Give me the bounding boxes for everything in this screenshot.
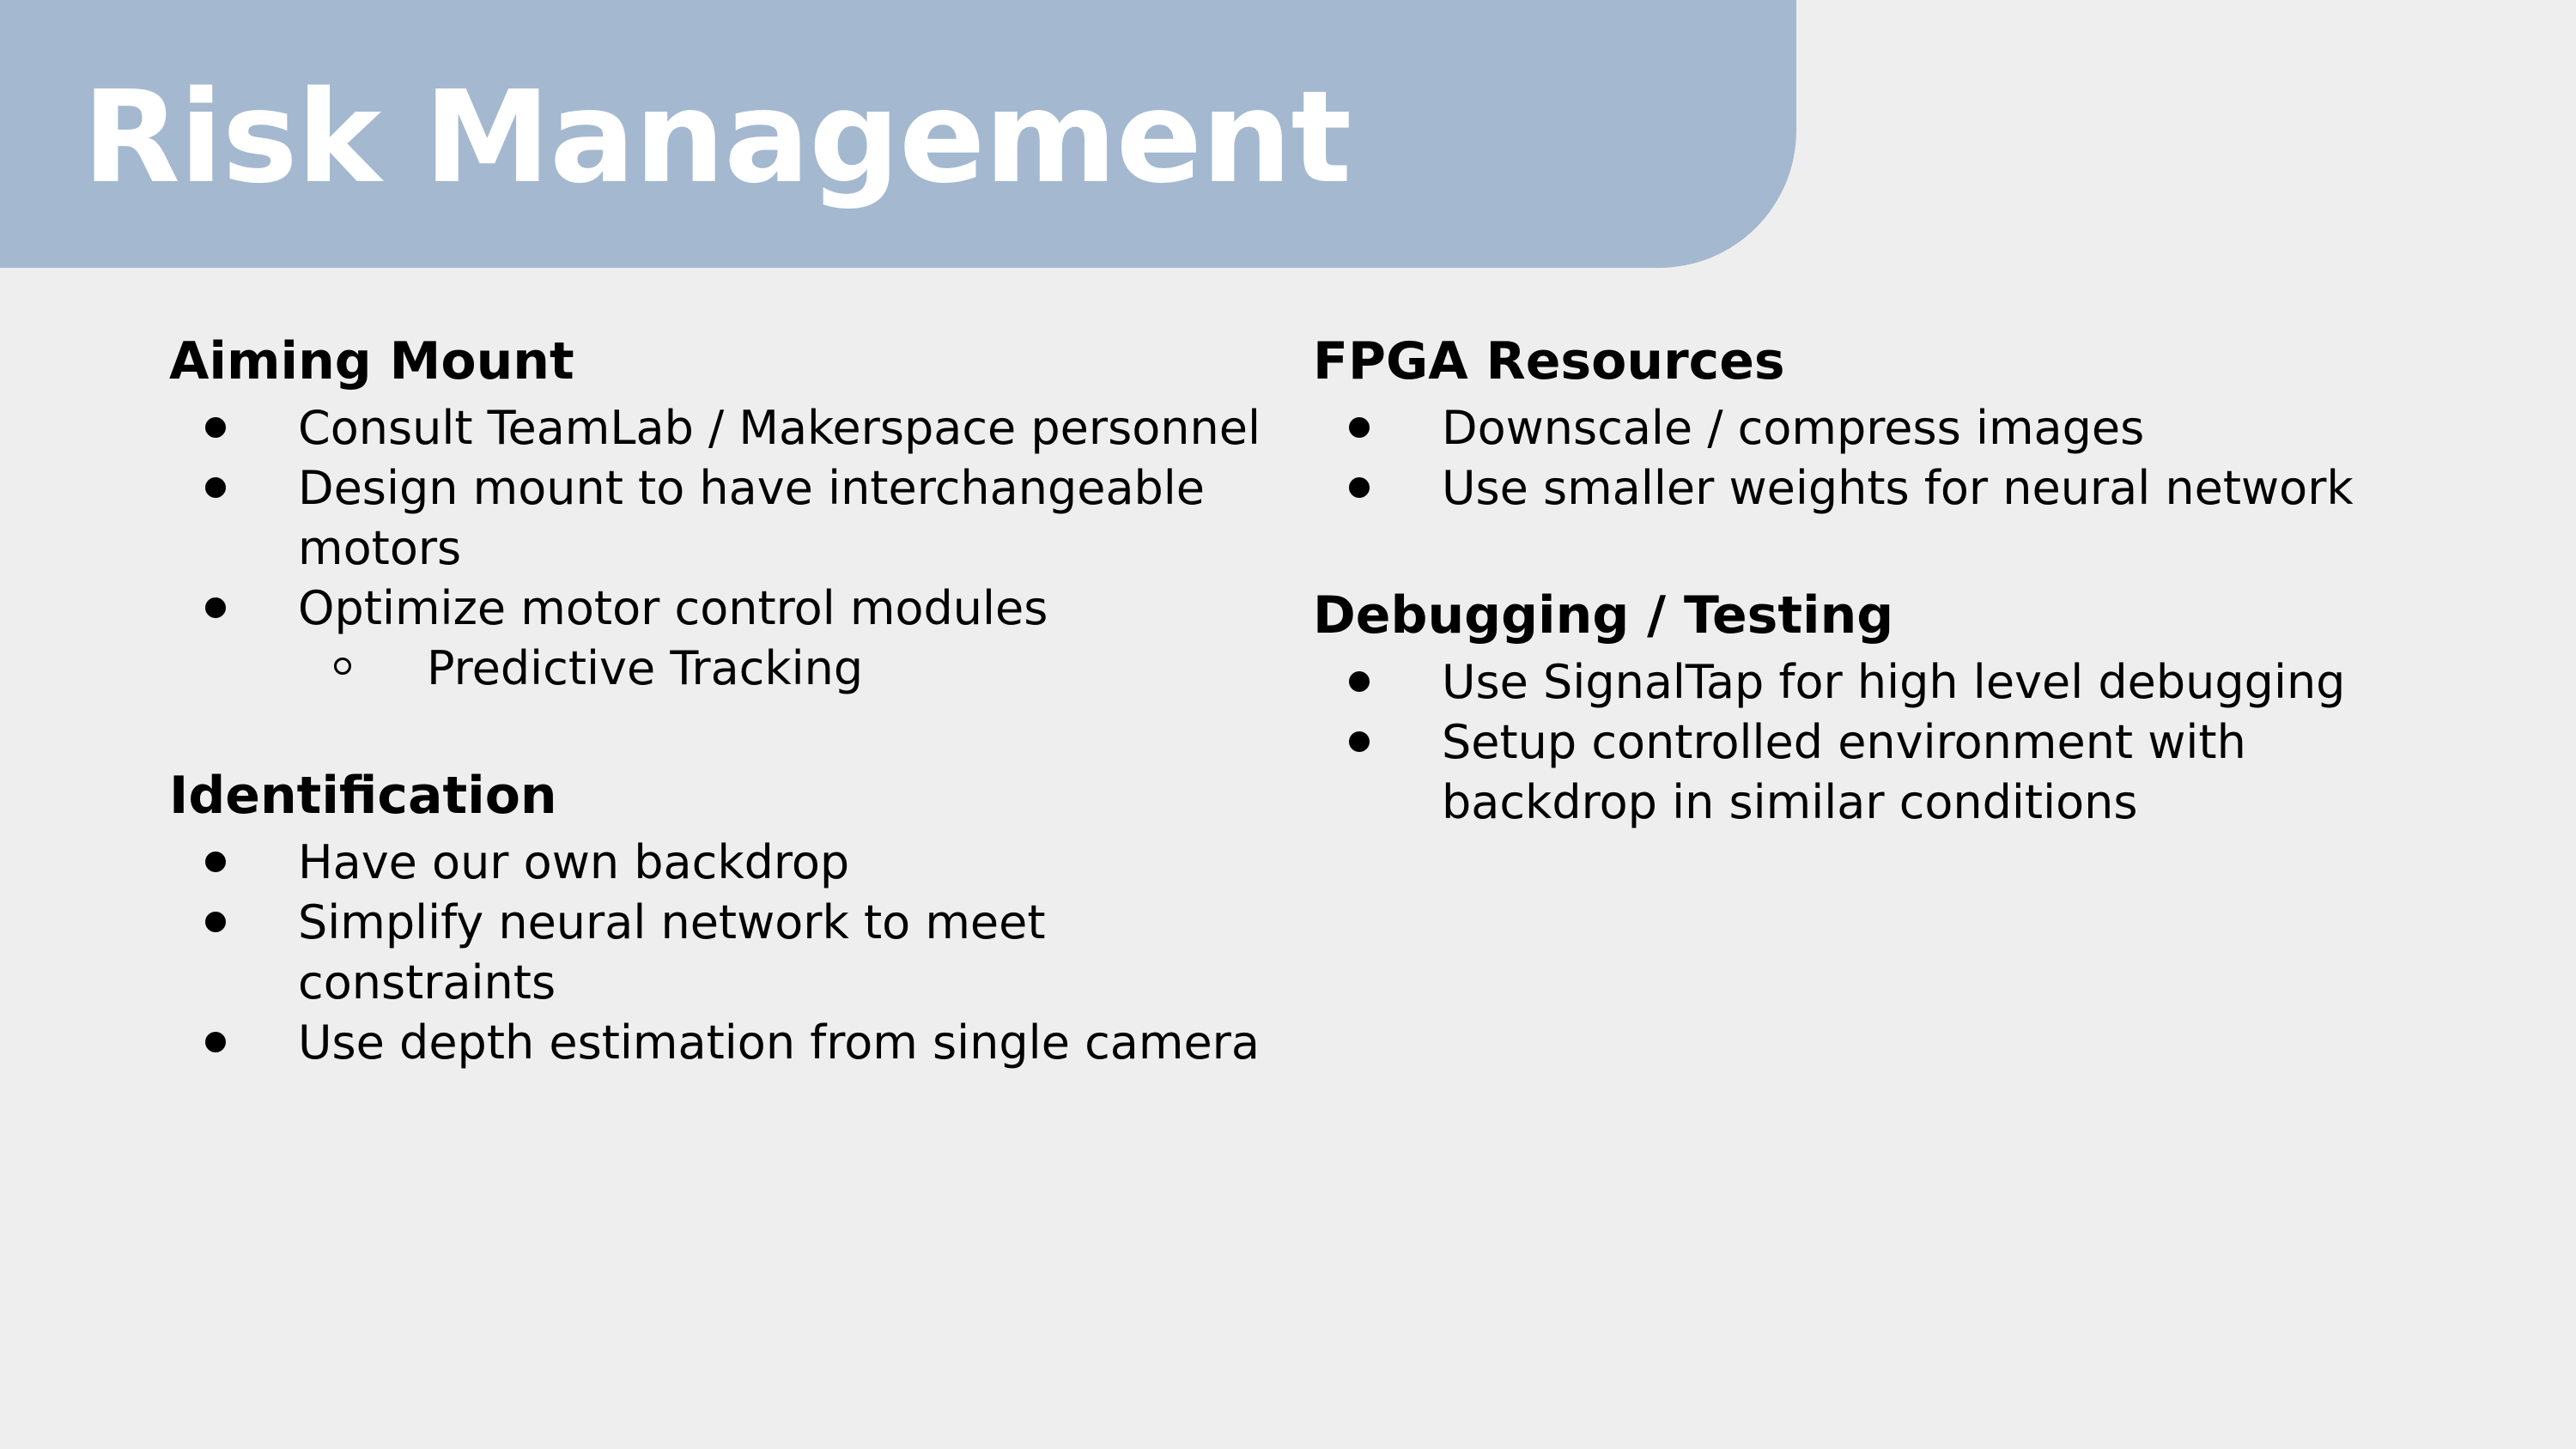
section-fpga-resources bbox=[1313, 324, 2455, 518]
bullet-icon bbox=[205, 1032, 226, 1052]
bullet-list bbox=[169, 398, 1285, 699]
bullet-icon bbox=[205, 852, 226, 872]
section-debugging-testing bbox=[1313, 579, 2455, 833]
section-aiming-mount bbox=[169, 324, 1285, 699]
list-item-text: Design mount to have interchangeable motors bbox=[298, 461, 1206, 575]
bullet-list bbox=[1313, 398, 2455, 518]
sub-list-item-text: Predictive Tracking bbox=[427, 641, 864, 695]
list-item-text: Use depth estimation from single camera bbox=[298, 1016, 1260, 1070]
right-column bbox=[1313, 324, 2455, 833]
list-item-text: Setup controlled environment with backdrop in similar conditions bbox=[1442, 715, 2246, 829]
sub-list-item bbox=[298, 639, 1285, 699]
bullet-icon bbox=[205, 597, 226, 618]
bullet-list bbox=[169, 833, 1285, 1073]
left-column bbox=[169, 324, 1285, 1073]
bullet-icon bbox=[1349, 671, 1370, 692]
bullet-icon bbox=[205, 477, 226, 498]
hollow-bullet-icon bbox=[334, 658, 351, 675]
bullet-icon bbox=[205, 912, 226, 932]
list-item-text: Have our own backdrop bbox=[298, 835, 850, 889]
list-item bbox=[169, 1013, 1285, 1073]
list-item bbox=[169, 398, 1285, 458]
list-item bbox=[169, 579, 1285, 699]
list-item bbox=[169, 458, 1285, 579]
section-heading: Aiming Mount bbox=[169, 331, 574, 391]
list-item bbox=[1313, 652, 2455, 712]
bullet-icon bbox=[1349, 477, 1370, 498]
section-heading: Debugging / Testing bbox=[1313, 585, 1894, 646]
list-item-text: Consult TeamLab / Makerspace personnel bbox=[298, 401, 1261, 455]
list-item-text: Use SignalTap for high level debugging bbox=[1442, 655, 2346, 709]
section-identification bbox=[169, 759, 1285, 1073]
section-heading: Identification bbox=[169, 766, 557, 826]
sub-bullet-list bbox=[298, 639, 1285, 699]
list-item-text: Use smaller weights for neural network bbox=[1442, 461, 2354, 515]
list-item-text: Optimize motor control modules bbox=[298, 581, 1048, 635]
section-heading: FPGA Resources bbox=[1313, 331, 1785, 391]
list-item bbox=[169, 893, 1285, 1013]
list-item-text: Downscale / compress images bbox=[1442, 401, 2145, 455]
bullet-icon bbox=[205, 417, 226, 438]
list-item bbox=[1313, 712, 2455, 833]
list-item bbox=[1313, 458, 2455, 518]
slide-title: Risk Management bbox=[82, 64, 1352, 211]
bullet-icon bbox=[1349, 731, 1370, 752]
bullet-icon bbox=[1349, 417, 1370, 438]
list-item-text: Simplify neural network to meet constraints bbox=[298, 895, 1046, 1009]
bullet-list bbox=[1313, 652, 2455, 833]
list-item bbox=[169, 833, 1285, 893]
list-item bbox=[1313, 398, 2455, 458]
